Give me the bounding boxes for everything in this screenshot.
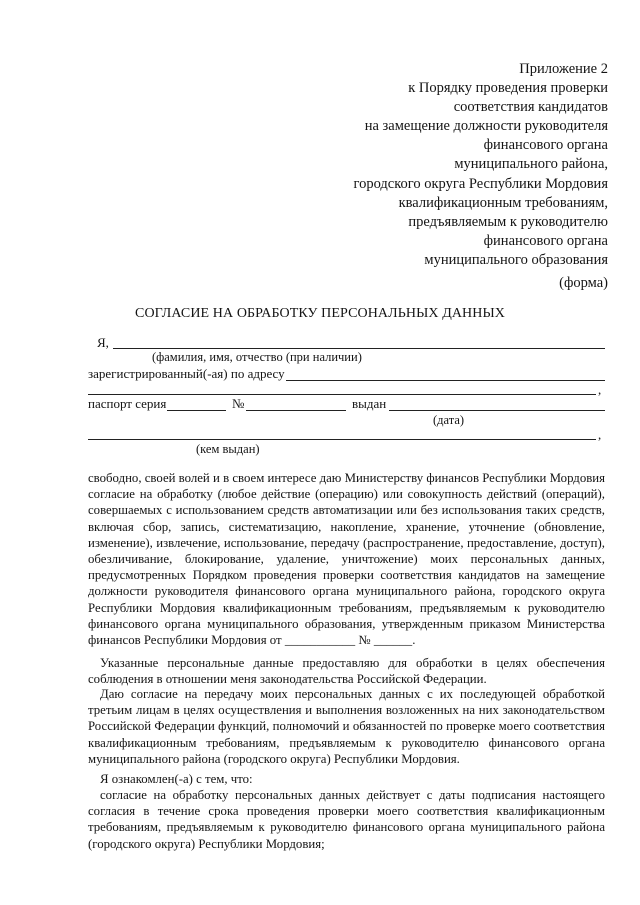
document-title: СОГЛАСИЕ НА ОБРАБОТКУ ПЕРСОНАЛЬНЫХ ДАННЫХ	[135, 306, 505, 321]
fio-caption: (фамилия, имя, отчество (при наличии)	[152, 350, 362, 364]
address-field-continued[interactable]	[88, 394, 596, 395]
passport-series-label: паспорт серия	[88, 396, 167, 411]
appendix-line: Приложение 2	[519, 61, 608, 77]
appendix-line: городского округа Республики Мордовия	[353, 175, 608, 192]
comma: ,	[598, 427, 602, 442]
appendix-line: на замещение должности руководителя	[364, 118, 608, 135]
passport-series-field[interactable]	[167, 410, 226, 411]
address-field[interactable]	[286, 380, 605, 381]
issue-date-field[interactable]	[389, 410, 605, 411]
issued-by-field[interactable]	[88, 439, 596, 440]
issued-label: выдан	[352, 396, 387, 411]
appendix-line: финансового органа	[483, 232, 608, 249]
appendix-line: соответствия кандидатов	[453, 99, 608, 116]
ya-label: Я,	[97, 335, 109, 350]
appendix-line: предъявляемым к руководителю	[408, 213, 608, 230]
transfer-paragraph: Даю согласие на передачу моих персональных данных с их последующей обработкой третьим лицам в целях осуществления и выполнения возложенных на них законодательством Российской Федерации функций, полномочий и обязанностей по проверке моего соответствия квалификационным требованиям, предъявляемым к руководителю финансового органа муниципального района (городского округа) Республики Мордовия.	[88, 687, 605, 766]
date-caption: (дата)	[433, 413, 465, 427]
comma: ,	[598, 382, 602, 397]
appendix-line: квалификационным требованиям,	[398, 194, 608, 211]
acknowledgement-heading: Я ознакомлен(-а) с тем, что:	[100, 772, 253, 786]
passport-number-label: №	[232, 396, 245, 411]
appendix-line: к Порядку проведения проверки	[408, 80, 608, 97]
appendix-header	[354, 60, 608, 270]
appendix-line: финансового органа	[483, 137, 608, 154]
registered-label: зарегистрированный(-ая) по адресу	[88, 366, 285, 381]
consent-paragraph: свободно, своей волей и в своем интересе даю Министерству финансов Республики Мордовия согласие на обработку (любое действие (операцию) или совокупность действий (операций), совершаемых с использованием средств автоматизации или без использования таких средств, включая сбор, запись, систематизацию, накопление, хранение, уточнение (обновление, изменение), извлечение, использование, передачу (распространение, предоставление, доступ), обезличивание, блокирование, удаление, уничтожение) моих персональных данных, предусмотренных Порядком проведения проверки соответствия кандидатов на замещение должности руководителя финансового органа муниципального района, городского округа Республики Мордовия квалификационным требованиям, предъявляемым к руководителю финансового органа муниципального образования, утвержденным приказом Министерства финансов Республики Мордовия от ___________ № ______.	[88, 471, 605, 648]
passport-number-field[interactable]	[246, 410, 346, 411]
appendix-line: муниципального образования	[424, 251, 608, 268]
form-label: (форма)	[559, 275, 608, 291]
issued-by-caption: (кем выдан)	[196, 442, 260, 456]
validity-paragraph: согласие на обработку персональных данных действует с даты подписания настоящего согласия в течение срока проведения проверки моего соответствия квалификационным требованиям, предъявляемым к руководителю финансового органа муниципального района (городского округа) Республики Мордовия;	[88, 788, 605, 851]
appendix-line: муниципального района,	[454, 156, 608, 173]
fio-field[interactable]	[113, 348, 605, 349]
purpose-paragraph: Указанные персональные данные предоставляю для обработки в целях обеспечения соблюдения в отношении меня законодательства Российской Федерации.	[88, 656, 605, 687]
